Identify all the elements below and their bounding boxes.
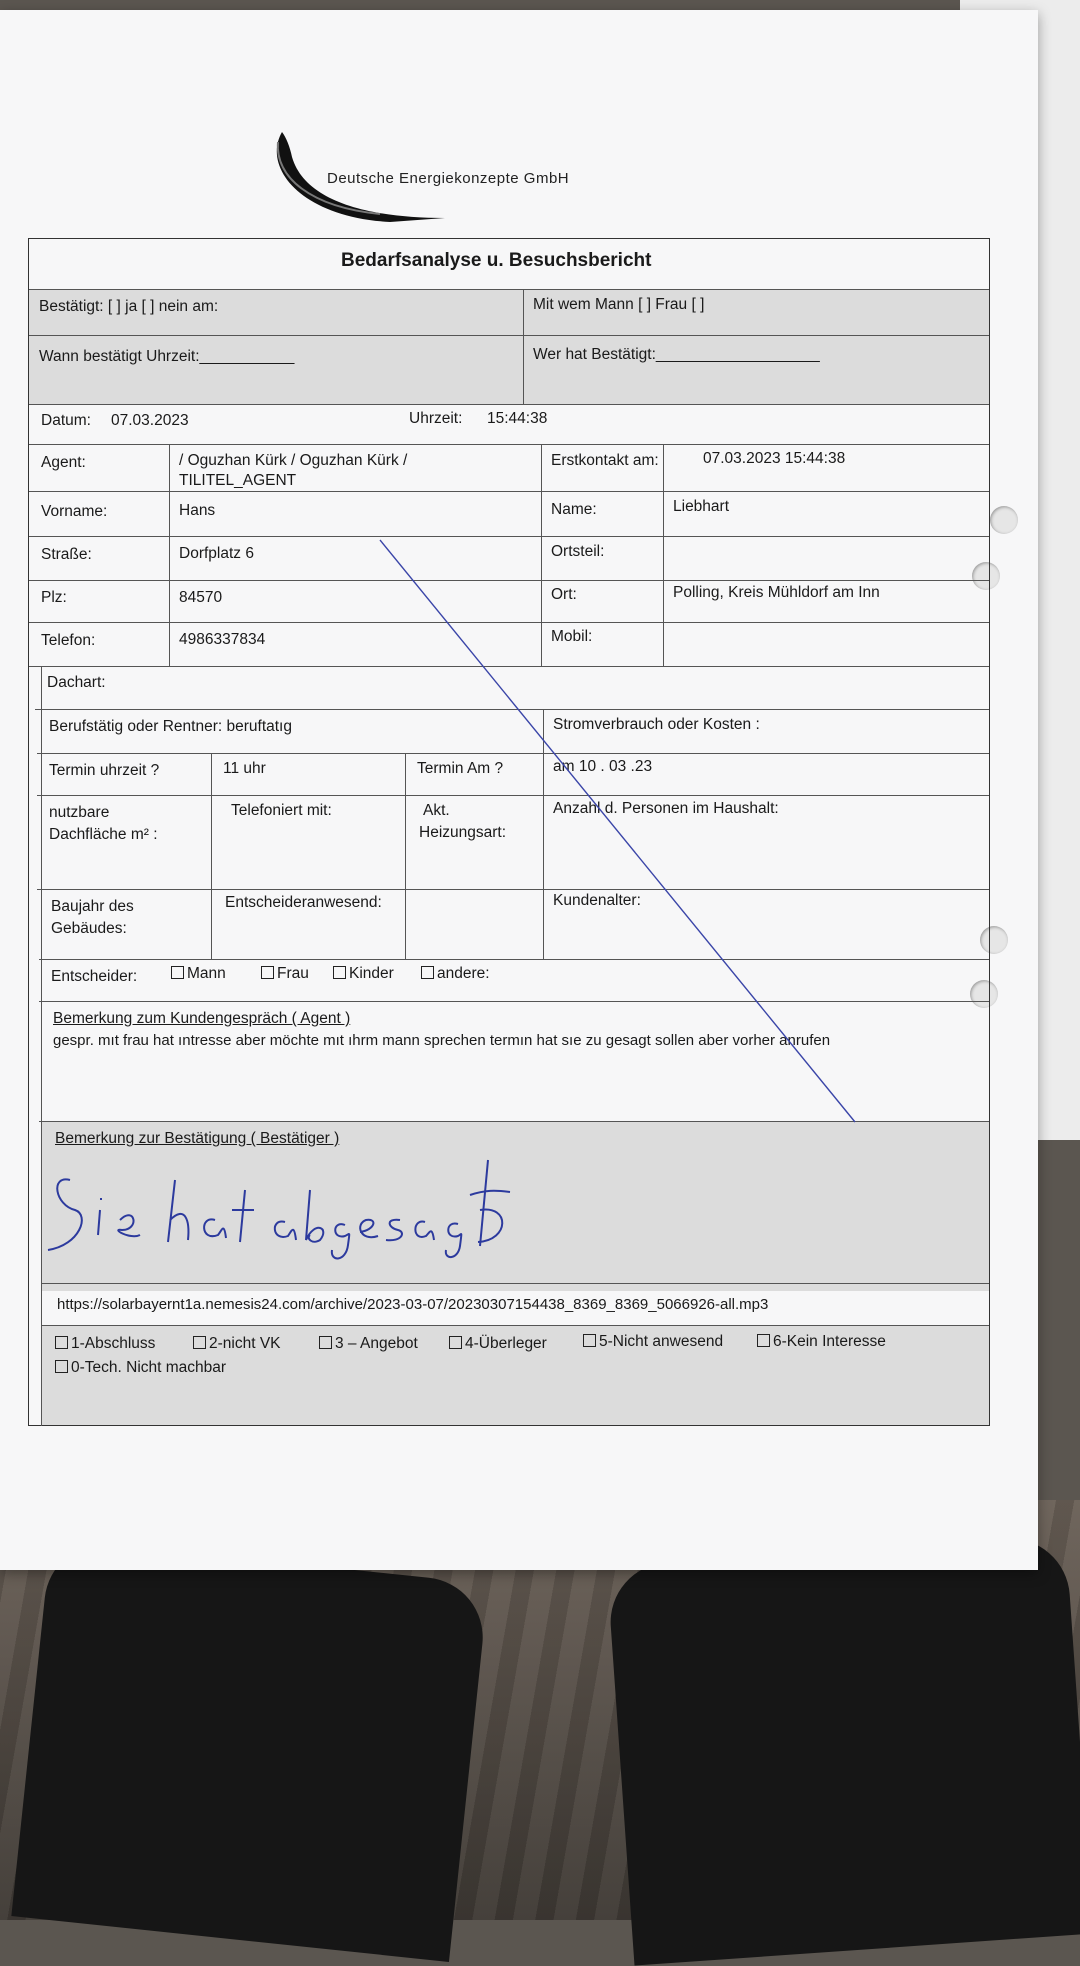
phone-label: Telefon:	[41, 632, 96, 649]
form-sheet	[0, 10, 1038, 1570]
first-contact-value: 07.03.2023 15:44:38	[703, 450, 846, 467]
confirmed-field: Bestätigt: [ ] ja [ ] nein am:	[39, 298, 219, 315]
street-value: Dorfplatz 6	[179, 545, 254, 562]
mobile-label: Mobil:	[551, 628, 593, 645]
zip-value: 84570	[179, 589, 223, 606]
agent-value-2: TILITEL_AGENT	[179, 472, 297, 489]
city-label: Ort:	[551, 586, 577, 603]
appointment-date-label: Termin Am ?	[417, 760, 504, 777]
strike-through-line	[0, 10, 1038, 1570]
company-name: Deutsche Energiekonzepte GmbH	[327, 170, 570, 187]
with-whom-field: Mit wem Mann [ ] Frau [ ]	[533, 296, 705, 313]
outcome-ueberleger[interactable]: 4-Überleger	[449, 1335, 547, 1353]
recording-url: https://solarbayernt1a.nemesis24.com/archive/2023-03-07/20230307154438_8369_8369_5066926-all.mp3	[57, 1296, 769, 1313]
lastname-label: Name:	[551, 501, 597, 518]
decider-option-mann[interactable]: Mann	[171, 965, 226, 983]
build-year-label: Baujahr des	[51, 898, 134, 915]
first-contact-label: Erstkontakt am:	[551, 452, 659, 469]
decider-present-label: Entscheideranwesend:	[225, 894, 382, 911]
appointment-time-value: 11 uhr	[223, 760, 266, 777]
confirm-remark-heading: Bemerkung zur Bestätigung ( Bestätiger )	[55, 1130, 340, 1147]
outcome-kein-interesse[interactable]: 6-Kein Interesse	[757, 1333, 886, 1351]
lastname-value: Liebhart	[673, 498, 730, 515]
customer-age-label: Kundenalter:	[553, 892, 641, 909]
phone-value: 4986337834	[179, 631, 266, 648]
street-label: Straße:	[41, 546, 92, 563]
outcome-nicht-vk[interactable]: 2-nicht VK	[193, 1335, 281, 1353]
outcome-abschluss[interactable]: 1-Abschluss	[55, 1335, 155, 1353]
form-title: Bedarfsanalyse u. Besuchsbericht	[341, 250, 652, 271]
time-label: Uhrzeit:	[409, 410, 463, 427]
agent-remark-text: gespr. mıt frau hat ıntresse aber möchte mıt ıhrm mann sprechen termın hat sıe zu gesagt sollen aber vorher anrufen	[53, 1032, 831, 1049]
district-label: Ortsteil:	[551, 543, 605, 560]
employment-field: Berufstätig oder Rentner: beruftatıg	[49, 718, 292, 735]
power-usage-label: Stromverbrauch oder Kosten :	[553, 716, 760, 733]
appointment-time-label: Termin uhrzeit ?	[49, 762, 160, 779]
time-value: 15:44:38	[487, 410, 548, 427]
confirmed-time-field: Wann bestätigt Uhrzeit:___________	[39, 348, 295, 365]
outcome-nicht-anwesend[interactable]: 5-Nicht anwesend	[583, 1333, 723, 1351]
zip-label: Plz:	[41, 589, 67, 606]
outcome-angebot[interactable]: 3 – Angebot	[319, 1335, 418, 1353]
decider-option-frau[interactable]: Frau	[261, 965, 309, 983]
household-size-label: Anzahl d. Personen im Haushalt:	[553, 800, 779, 817]
roof-area-label-2: Dachfläche m² :	[49, 826, 158, 843]
roof-area-label: nutzbare	[49, 804, 110, 821]
phoned-with-label: Telefoniert mit:	[231, 802, 332, 819]
decider-option-kinder[interactable]: Kinder	[333, 965, 394, 983]
date-label: Datum:	[41, 412, 91, 429]
left-leg	[11, 1538, 488, 1962]
appointment-date-value: am 10 . 03 .23	[553, 758, 653, 775]
agent-label: Agent:	[41, 454, 86, 471]
outcome-tech-nicht-machbar[interactable]: 0-Tech. Nicht machbar	[55, 1359, 226, 1377]
agent-remark-heading: Bemerkung zum Kundengespräch ( Agent )	[53, 1010, 351, 1027]
firstname-label: Vorname:	[41, 503, 108, 520]
date-value: 07.03.2023	[111, 412, 189, 429]
decider-label: Entscheider:	[51, 968, 138, 985]
city-value: Polling, Kreis Mühldorf am Inn	[673, 584, 880, 601]
build-year-label-2: Gebäudes:	[51, 920, 127, 937]
confirmed-by-field: Wer hat Bestätigt:___________________	[533, 346, 820, 363]
roof-type-label: Dachart:	[47, 674, 106, 691]
agent-value: / Oguzhan Kürk / Oguzhan Kürk /	[179, 452, 408, 469]
heating-label: Akt.	[423, 802, 450, 819]
heating-label-2: Heizungsart:	[419, 824, 507, 841]
right-leg	[607, 1534, 1080, 1965]
firstname-value: Hans	[179, 502, 216, 519]
decider-option-andere[interactable]: andere:	[421, 965, 490, 983]
